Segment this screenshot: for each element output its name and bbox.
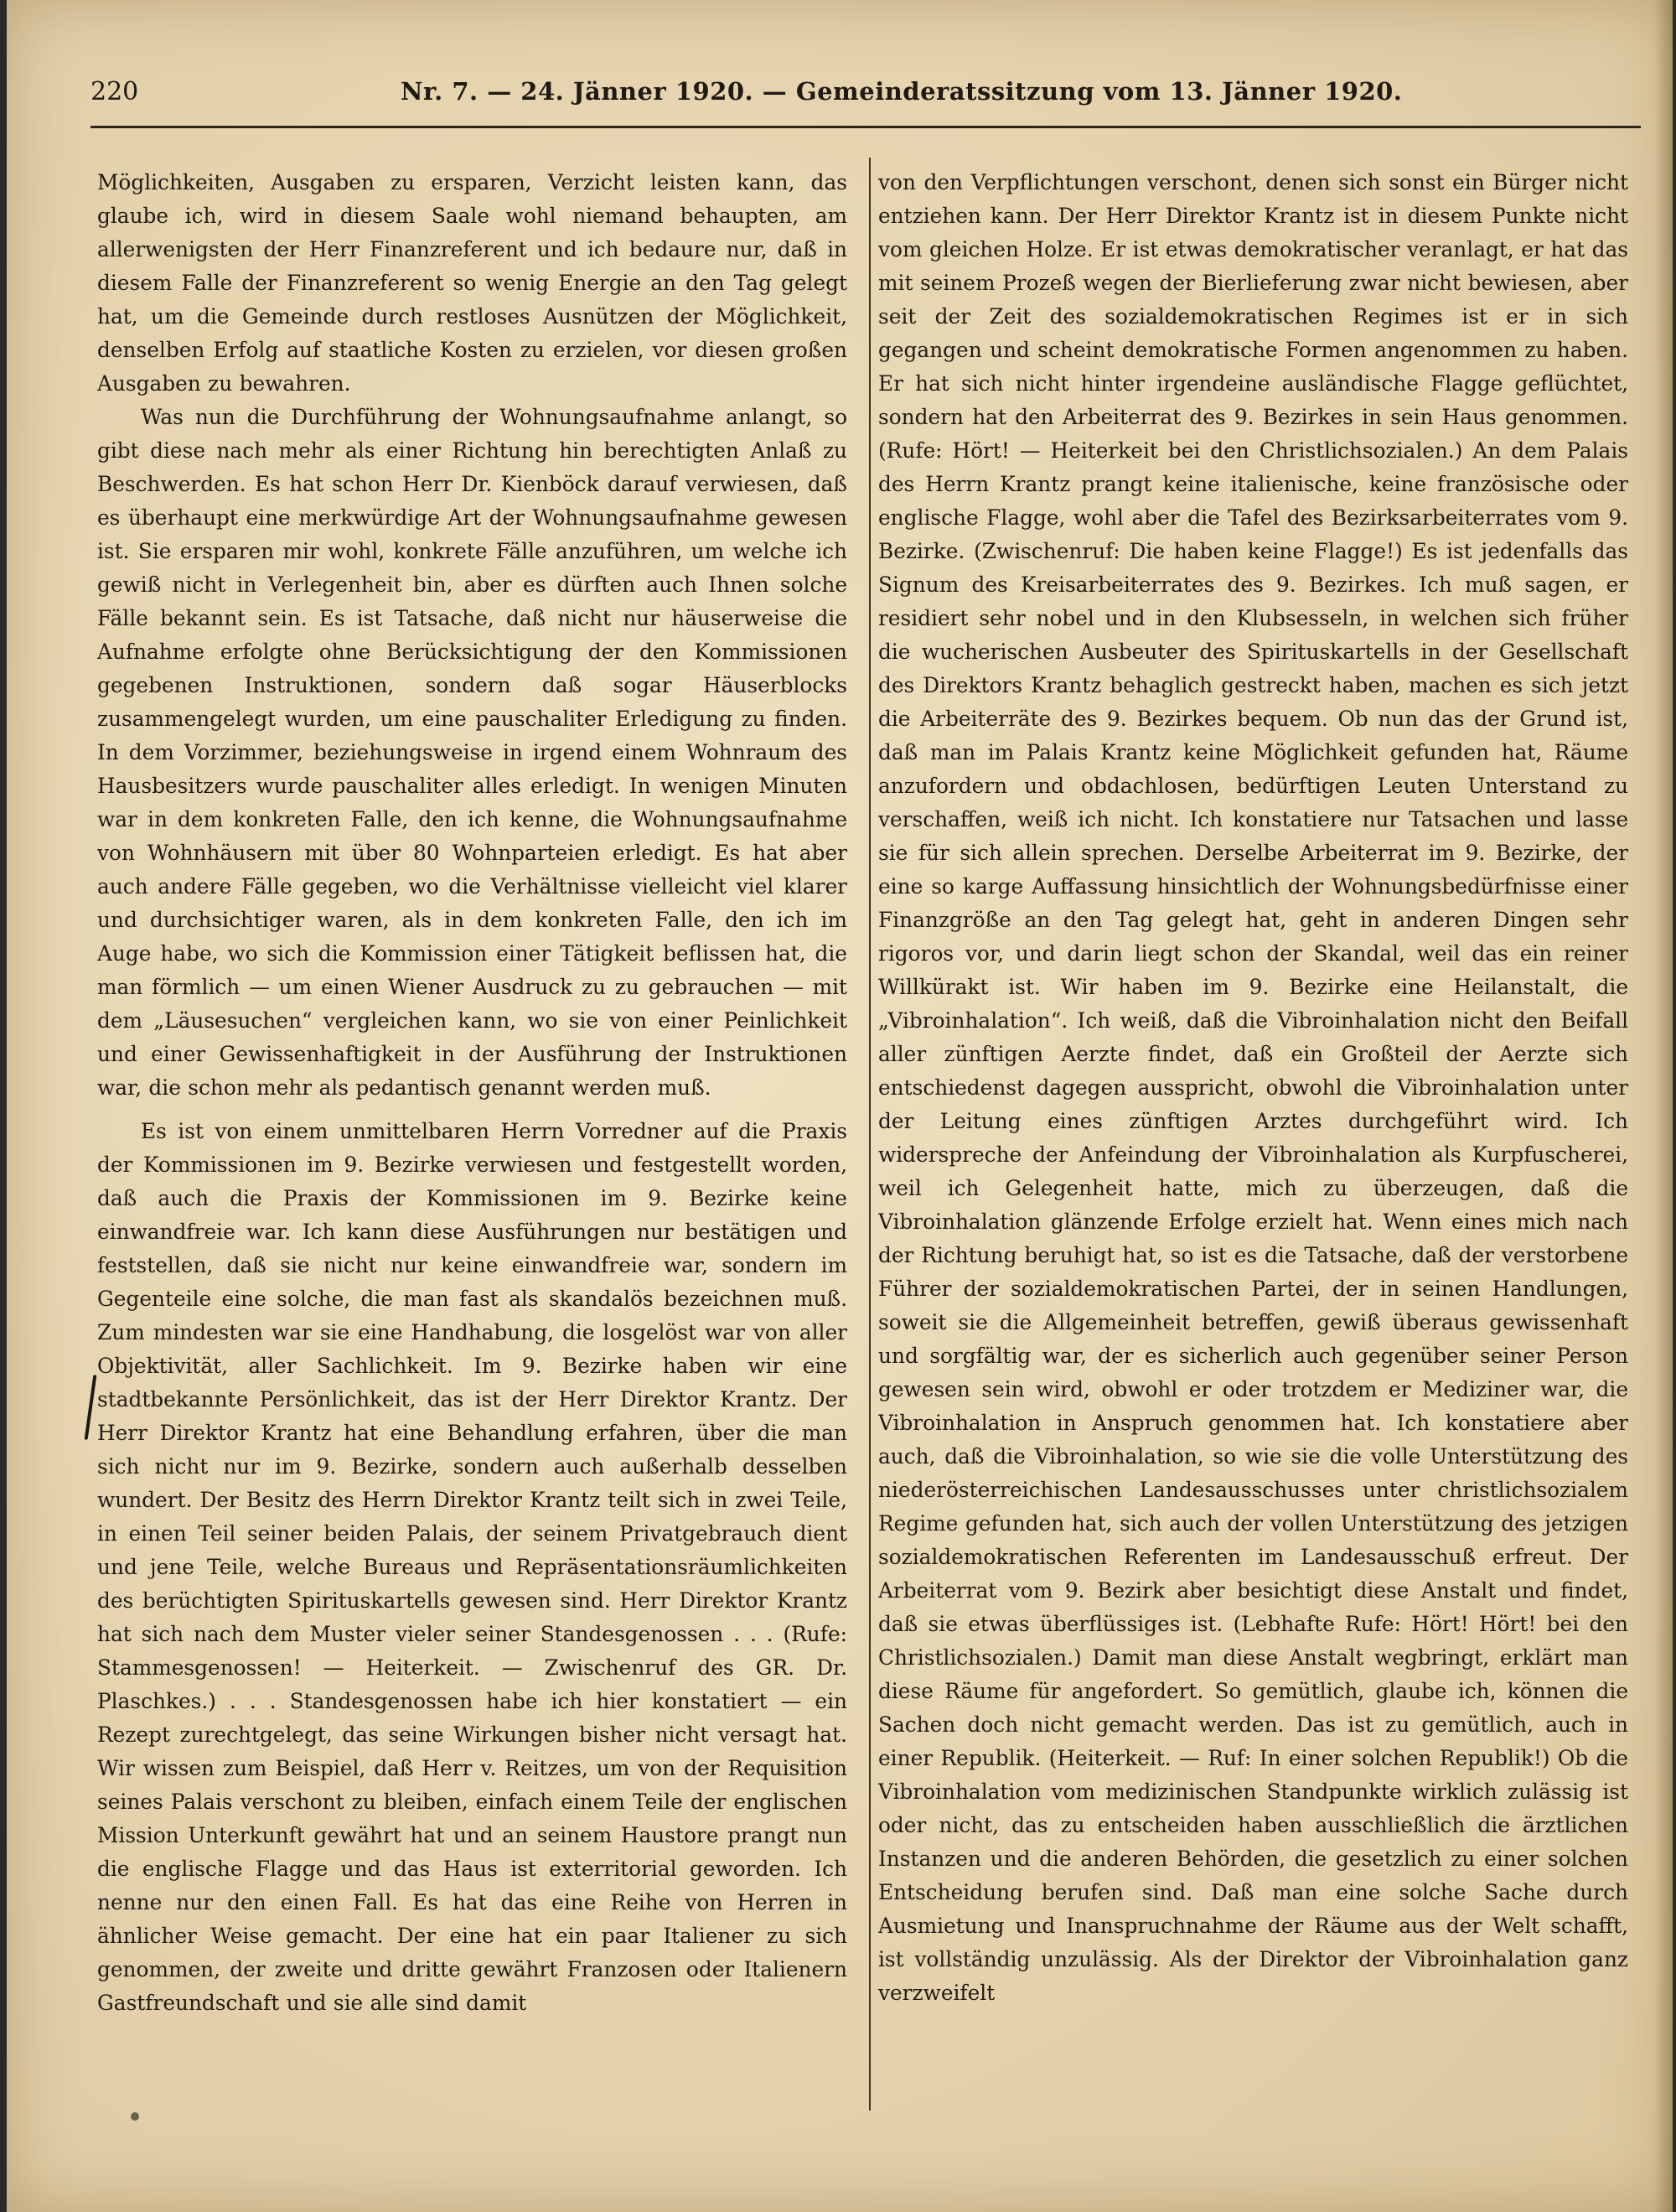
left-column [97,166,847,2094]
header-title: Nr. 7. — 24. Jänner 1920. — Gemeinderatssitzung vom 13. Jänner 1920. [401,77,1403,106]
right-column [878,166,1628,2094]
paragraph: von den Verpflichtungen verschont, denen sich sonst ein Bürger nicht entziehen kann. Der Herr Direktor Krantz ist in diesem Punkte nicht vom gleichen Holze. Er ist etwas demokratischer veranlagt, er hat das mit seinem Prozeß wegen der Bierlieferung zwar nicht bewiesen, aber seit der Zeit des sozialdemokratischen Regimes ist er in sich gegangen und scheint demokratische Formen angenommen zu haben. Er hat sich nicht hinter irgendeine ausländische Flagge geflüchtet, sondern hat den Arbeiterrat des 9. Bezirkes in sein Haus genommen. (Rufe: Hört! — Heiterkeit bei den Christlichsozialen.) An dem Palais des Herrn Krantz prangt keine italienische, keine französische oder englische Flagge, wohl aber die Tafel des Bezirksarbeiterrates vom 9. Bezirke. (Zwischenruf: Die haben keine Flagge!) Es ist jedenfalls das Signum des Kreisarbeiterrates des 9. Bezirkes. Ich muß sagen, er residiert sehr nobel und in den Klubsesseln, in welchen sich früher die wucherischen Ausbeuter des Spirituskartells in der Gesellschaft des Direktors Krantz behaglich gestreckt haben, machen es sich jetzt die Arbeiterräte des 9. Bezirkes bequem. Ob nun das der Grund ist, daß man im Palais Krantz keine Möglichkeit gefunden hat, Räume anzufordern und obdachlosen, bedürftigen Leuten Unterstand zu verschaffen, weiß ich nicht. Ich konstatiere nur Tatsachen und lasse sie für sich allein sprechen. Derselbe Arbeiterrat im 9. Bezirke, der eine so karge Auffassung hinsichtlich der Wohnungsbedürfnisse einer Finanzgröße an den Tag gelegt hat, geht in anderen Dingen sehr rigoros vor, und darin liegt schon der Skandal, weil das ein reiner Willkürakt ist. Wir haben im 9. Bezirke eine Heilanstalt, die „Vibroinhalation“. Ich weiß, daß die Vibroinhalation nicht den Beifall aller zünftigen Aerzte findet, daß ein Großteil der Aerzte sich entschiedenst dagegen ausspricht, obwohl die Vibroinhalation unter der Leitung eines zünftigen Arztes durchgeführt wird. Ich widerspreche der Anfeindung der Vibroinhalation als Kurpfuscherei, weil ich Gelegenheit hatte, mich zu überzeugen, daß die Vibroinhalation glänzende Erfolge erzielt hat. Wenn eines mich nach der Richtung beruhigt hat, so ist es die Tatsache, daß der verstorbene Führer der sozialdemokratischen Partei, der in seinen Handlungen, soweit sie die Allgemeinheit betreffen, gewiß überaus gewissenhaft und sorgfältig war, der es sicherlich auch gegenüber seiner Person gewesen sein wird, obwohl er oder trotzdem er Mediziner war, die Vibroinhalation in Anspruch genommen hat. Ich konstatiere aber auch, daß die Vibroinhalation, so wie sie die volle Unterstützung des niederösterreichischen Landesausschusses unter christlichsozialem Regime gefunden hat, sich auch der vollen Unterstützung des jetzigen sozialdemokratischen Referenten im Landesausschuß erfreut. Der Arbeiterrat vom 9. Bezirk aber besichtigt diese Anstalt und findet, daß sie etwas überflüssiges ist. (Lebhafte Rufe: Hört! Hört! bei den Christlichsozialen.) Damit man diese Anstalt wegbringt, erklärt man diese Räume für angefordert. So gemütlich, glaube ich, können die Sachen doch nicht gemacht werden. Das ist zu gemütlich, auch in einer Republik. (Heiterkeit. — Ruf: In einer solchen Republik!) Ob die Vibroinhalation vom medizinischen Standpunkte wirklich zulässig ist oder nicht, das zu entscheiden haben ausschließlich die ärztlichen Instanzen und die anderen Behörden, die gesetzlich zu einer solchen Entscheidung berufen sind. Daß man eine solche Sache durch Ausmietung und Inanspruchnahme der Räume aus der Welt schafft, ist vollständig unzulässig. Als der Direktor der Vibroinhalation ganz verzweifelt [878,170,1628,2005]
page-header [91,77,1641,119]
paragraph: Es ist von einem unmittelbaren Herrn Vorredner auf die Praxis der Kommissionen im 9. Bezirke verwiesen und festgestellt worden, daß auch die Praxis der Kommissionen im 9. Bezirke keine einwandfreie war. Ich kann diese Ausführungen nur bestätigen und feststellen, daß sie nicht nur keine einwandfreie war, sondern im Gegenteile eine solche, die man fast als skandalös bezeichnen muß. Zum mindesten war sie eine Handhabung, die losgelöst war von aller Objektivität, aller Sachlichkeit. Im 9. Bezirke haben wir eine stadtbekannte Persönlichkeit, das ist der Herr Direktor Krantz. Der Herr Direktor Krantz hat eine Behandlung erfahren, über die man sich nicht nur im 9. Bezirke, sondern auch außerhalb desselben wundert. Der Besitz des Herrn Direktor Krantz teilt sich in zwei Teile, in einen Teil seiner beiden Palais, der seinem Privatgebrauch dient und jene Teile, welche Bureaus und Repräsentationsräumlichkeiten des berüchtigten Spirituskartells gewesen sind. Herr Direktor Krantz hat sich nach dem Muster vieler seiner Standesgenossen . . . (Rufe: Stammesgenossen! — Heiterkeit. — Zwischenruf des GR. Dr. Plaschkes.) . . . Standesgenossen habe ich hier konstatiert — ein Rezept zurechtgelegt, das seine Wirkungen bisher nicht versagt hat. Wir wissen zum Beispiel, daß Herr v. Reitzes, um von der Requisition seines Palais verschont zu bleiben, einfach einem Teile der englischen Mission Unterkunft gewährt hat und an seinem Haustore prangt nun die englische Flagge und das Haus ist exterritorial geworden. Ich nenne nur den einen Fall. Es hat das eine Reihe von Herren in ähnlicher Weise gemacht. Der eine hat ein paar Italiener zu sich genommen, der zweite und dritte gewährt Franzosen oder Italienern Gastfreundschaft und sie alle sind damit [97,1119,847,2015]
paragraph: Was nun die Durchführung der Wohnungsaufnahme anlangt, so gibt diese nach mehr als einer Richtung hin berechtigten Anlaß zu Beschwerden. Es hat schon Herr Dr. Kienböck darauf verwiesen, daß es überhaupt eine merkwürdige Art der Wohnungsaufnahme gewesen ist. Sie ersparen mir wohl, konkrete Fälle anzuführen, um welche ich gewiß nicht in Verlegenheit bin, aber es dürften auch Ihnen solche Fälle bekannt sein. Es ist Tatsache, daß nicht nur häuserweise die Aufnahme erfolgte ohne Berücksichtigung der den Kommissionen gegebenen Instruktionen, sondern daß sogar Häuserblocks zusammengelegt wurden, um eine pauschaliter Erledigung zu finden. In dem Vorzimmer, beziehungsweise in irgend einem Wohnraum des Hausbesitzers wurde pauschaliter alles erledigt. In wenigen Minuten war in dem konkreten Falle, den ich kenne, die Wohnungsaufnahme von Wohnhäusern mit über 80 Wohnparteien erledigt. Es hat aber auch andere Fälle gegeben, wo die Verhältnisse vielleicht viel klarer und durchsichtiger waren, als in dem konkreten Falle, den ich im Auge habe, wo sich die Kommission einer Tätigkeit beflissen hat, die man förmlich — um einen Wiener Ausdruck zu zu gebrauchen — mit dem „Läusesuchen“ vergleichen kann, wo sie von einer Peinlichkeit und einer Gewissenhaftigkeit in der Ausführung der Instruktionen war, die schon mehr als pedantisch genannt werden muß. [97,405,847,1100]
column-divider [869,158,871,2111]
page-number: 220 [91,77,139,106]
page-edge-shadow [1654,0,1673,2212]
header-rule [91,126,1641,128]
pencil-margin-mark [85,1375,97,1440]
newspaper-page [7,0,1673,2212]
paragraph: Möglichkeiten, Ausgaben zu ersparen, Verzicht leisten kann, das glaube ich, wird in diesem Saale wohl niemand behaupten, am allerwenigsten der Herr Finanzreferent und ich bedaure nur, daß in diesem Falle der Finanzreferent so wenig Energie an den Tag gelegt hat, um die Gemeinde durch restloses Ausnützen der Möglichkeit, denselben Erfolg auf staatliche Kosten zu erzielen, vor diesen großen Ausgaben zu bewahren. [97,170,847,396]
ink-spot [131,2112,139,2121]
